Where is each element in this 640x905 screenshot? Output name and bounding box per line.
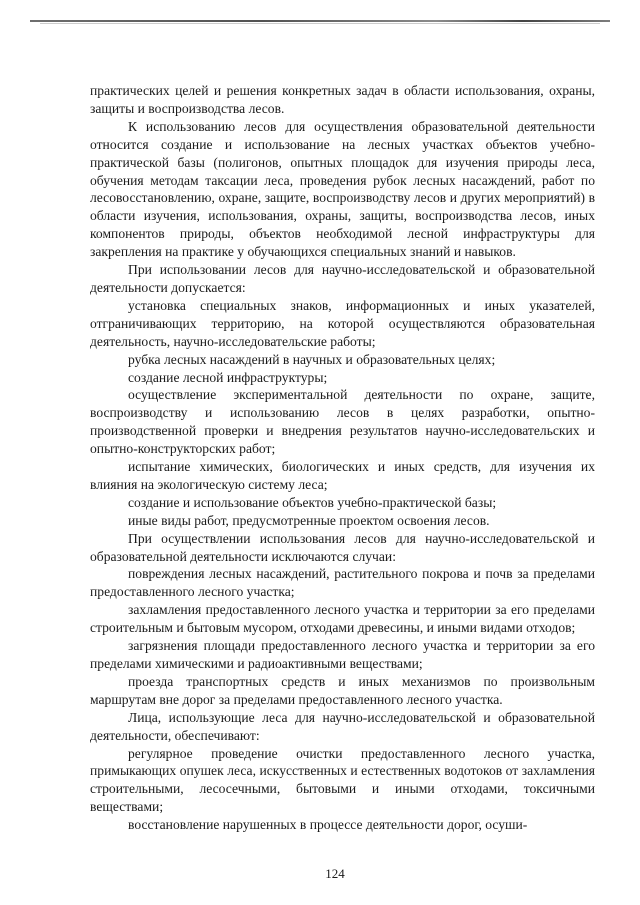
paragraph: иные виды работ, предусмотренные проектом освоения лесов. (128, 512, 490, 528)
paragraph: регулярное проведение очистки предоставленного лесного участка, примыкающих опушек леса, искусственных и естественных водотоков от захламления строительными, лесосечными, бытовыми и иными отходами, токсичными веществами; (90, 745, 595, 815)
scan-edge-line (30, 20, 610, 22)
paragraph: испытание химических, биологических и иных средств, для изучения их влияния на экологическую систему леса; (90, 459, 595, 492)
paragraph: захламления предоставленного лесного участка и территории за его пределами строительным и бытовым мусором, отходами древесины, и иными видами отходов; (90, 602, 595, 636)
paragraph: К использованию лесов для осуществления образовательной деятельности относится создание и использование на лесных участках объектов учебно-практической базы (полигонов, опытных площадок для изучения природы леса, обучения методам таксации леса, проведения рубок лесных насаждений, работ по лесовосстановлению, охране, защите, воспроизводству лесов и других мероприятий) в области изучения, использования, охраны, защиты, воспроизводства лесов, иных компонентов природы, объектов необходимой лесной инфраструктуры для закрепления на практике у обучающихся специальных знаний и навыков. (90, 118, 595, 260)
paragraph: восстановление нарушенных в процессе деятельности дорог, осуши- (128, 817, 528, 833)
paragraph: загрязнения площади предоставленного лесного участка и территории за его пределами химическими и радиоактивными веществами; (90, 638, 595, 671)
paragraph: осуществление экспериментальной деятельности по охране, защите, воспроизводству и использованию лесов в целях разработки, опытно-производственной проверки и внедрения результатов научно-исследовательских и опытно-конструкторских работ; (90, 387, 595, 457)
paragraph: Лица, использующие леса для научно-исследовательской и образовательной деятельности, обеспечивают: (90, 709, 595, 743)
paragraph: установка специальных знаков, информационных и иных указателей, отграничивающих территорию, на которой осуществляются образовательная деятельность, научно-исследовательские работы; (90, 297, 595, 349)
page-body (90, 82, 595, 834)
page-number: 124 (325, 866, 345, 881)
paragraph: создание и использование объектов учебно-практической базы; (128, 494, 497, 510)
paragraph: проезда транспортных средств и иных механизмов по произвольным маршрутам вне дорог за пределами предоставленного лесного участка. (90, 673, 595, 707)
paragraph: практических целей и решения конкретных задач в области использования, охраны, защиты и воспроизводства лесов. (90, 83, 595, 116)
scan-edge-line-secondary (40, 23, 600, 24)
paragraph: повреждения лесных насаждений, растительного покрова и почв за пределами предоставленного лесного участка; (90, 566, 595, 600)
paragraph: рубка лесных насаждений в научных и образовательных целях; (128, 351, 496, 367)
paragraph: При осуществлении использования лесов для научно-исследовательской и образовательной деятельности исключаются случаи: (90, 530, 595, 564)
paragraph: При использовании лесов для научно-исследовательской и образовательной деятельности допускается: (90, 262, 595, 295)
paragraph: создание лесной инфраструктуры; (128, 369, 328, 385)
